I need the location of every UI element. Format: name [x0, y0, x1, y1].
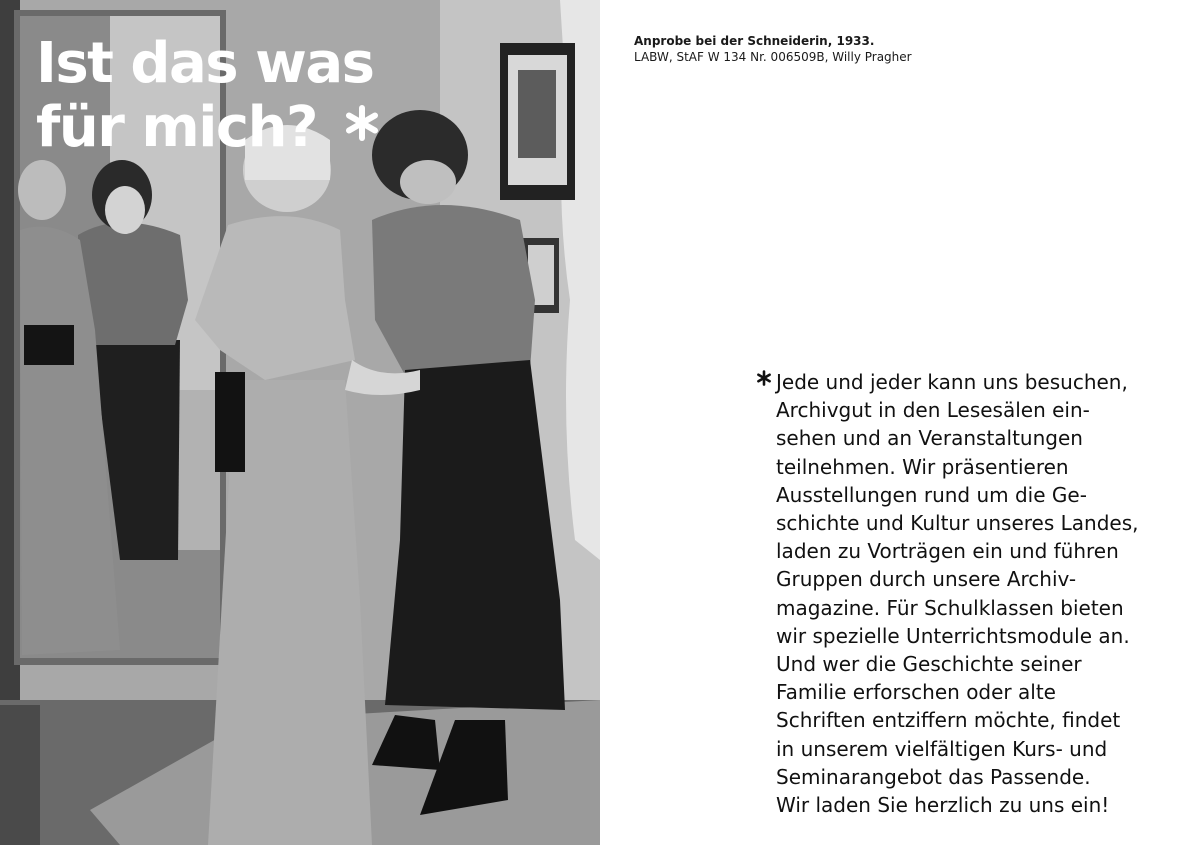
body-line: wir spezielle Unterrichtsmodule an. — [776, 623, 1130, 648]
body-line: Jede und jeder kann uns besuchen, — [776, 370, 1128, 394]
headline-line-1: Ist das was — [36, 31, 374, 96]
asterisk-icon — [344, 105, 380, 141]
body-line: in unserem vielfältigen Kurs- und — [776, 736, 1108, 761]
body-line: schichte und Kultur unseres Landes, — [776, 511, 1139, 536]
body-line: Familie erforschen oder alte — [776, 680, 1056, 705]
body-line: Ausstellungen rund um die Ge- — [776, 482, 1087, 507]
body-line: Und wer die Geschichte seiner — [776, 652, 1082, 677]
body-line: Gruppen durch unsere Archiv- — [776, 567, 1077, 592]
body-line: Seminarangebot das Passende. — [776, 764, 1091, 789]
wall-frame-large — [500, 43, 575, 200]
photo-caption — [634, 33, 912, 65]
body-paragraph — [776, 368, 1196, 819]
body-line: magazine. Für Schulklassen bieten — [776, 595, 1124, 620]
caption-title: Anprobe bei der Schneiderin, 1933. — [634, 34, 875, 48]
asterisk-icon — [756, 370, 772, 386]
body-line: Schriften entziffern möchte, findet — [776, 708, 1121, 733]
body-line: sehen und an Veranstaltungen — [776, 426, 1083, 451]
headline-line-2: für mich? — [36, 95, 317, 160]
body-line: Wir laden Sie herzlich zu uns ein! — [776, 793, 1110, 818]
body-line: laden zu Vorträgen ein und führen — [776, 539, 1119, 564]
headline — [36, 32, 374, 160]
body-line: Archivgut in den Lesesälen ein- — [776, 398, 1090, 423]
body-line: teilnehmen. Wir präsentieren — [776, 454, 1069, 479]
caption-source: LABW, StAF W 134 Nr. 006509B, Willy Pragher — [634, 50, 912, 64]
